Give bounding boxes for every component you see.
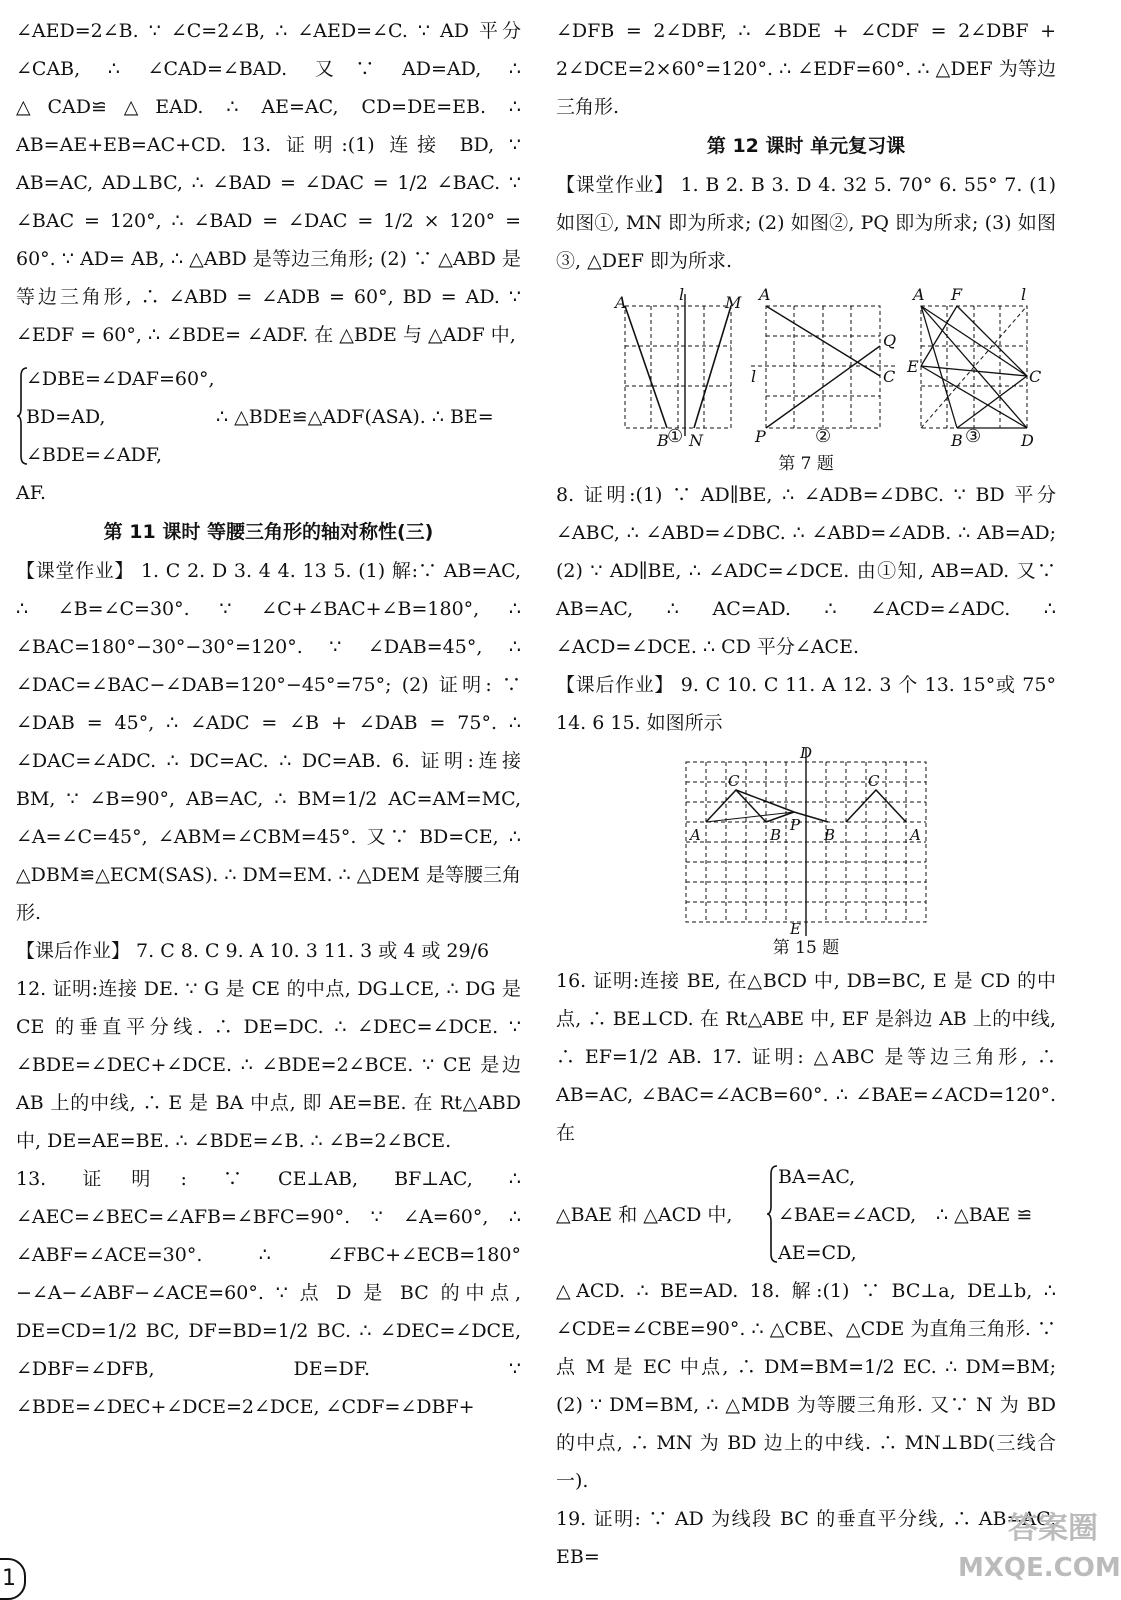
left-brace-tail: ∴ △BDE≌△ADF(ASA). ∴ BE= <box>216 406 494 428</box>
left-brace-line-3: ∠BDE=∠ADF, <box>26 444 163 466</box>
right-text-6: △ACD. ∴ BE=AD. 18. 解:(1) ∵ BC⊥a, DE⊥b, ∴ ∠CDE=∠CBE=90°. ∴ △CBE、△CDE 为直角三角形. ∵ 点 M 是 EC 中点, ∴ DM=BM=1/2 EC. ∴ DM=BM; (2) ∵ DM=BM, ∴ △MDB 为等腰三角形. 又∵ N 为 BD 的中点, ∴ MN 为 BD 边上的中线. ∴ MN⊥BD(三线合一). <box>556 1280 1056 1492</box>
f15-label-7: B <box>824 826 836 844</box>
watermark-top: 答案圈 <box>1008 1511 1098 1546</box>
f3-label-7: D <box>1021 431 1034 450</box>
f15-label-3: C <box>868 772 880 790</box>
right-column <box>556 12 1056 1576</box>
watermark <box>958 1508 1121 1592</box>
right-text-2: 【课堂作业】 1. B 2. B 3. D 4. 32 5. 70° 6. 55° 7. (1) 如图①, MN 即为所求; (2) 如图②, PQ 即为所求; (3) 如图③, △DEF 即为所求. <box>556 174 1056 272</box>
left-brace-line-2: BD=AD, <box>26 406 106 428</box>
figure-7-3 <box>921 306 1027 428</box>
lesson-11-heading: 第 11 课时 等腰三角形的轴对称性(三) <box>103 521 434 543</box>
f3-label-4: E <box>907 357 919 376</box>
f15-label-9: E <box>790 920 801 938</box>
f1-label-3: M <box>725 293 742 312</box>
left-text-3: 【课堂作业】 1. C 2. D 3. 4 4. 13 5. (1) 解:∵ AB=AC, ∴ ∠B=∠C=30°. ∵ ∠C+∠BAC+∠B=180°, ∴ ∠BAC=180°−30°−30°=120°. ∵ ∠DAB=45°, ∴ ∠DAC=∠BAC−∠DAB=120°−45°=75°; (2) 证明: ∵ ∠DAB = 45°, ∴ ∠ADC = ∠B + ∠DAB = 75°. ∴ ∠DAC=∠ADC. ∴ DC=AC. ∴ DC=AB. 6. 证明:连接 BM, ∵ ∠B=90°, AB=AC, ∴ BM=1/2 AC=AM=MC, ∠A=∠C=45°, ∠ABM=∠CBM=45°. 又∵ BD=CE, ∴ △DBM≌△ECM(SAS). ∴ DM=EM. ∴ △DEM 是等腰三角形. <box>16 560 521 924</box>
right-text-4: 【课后作业】 9. C 10. C 11. A 12. 3 个 13. 15°或 75° 14. 6 15. 如图所示 <box>556 674 1056 734</box>
f3-label-1: A <box>913 285 925 304</box>
left-column <box>16 12 521 1426</box>
page-number: 1 <box>0 1558 26 1600</box>
left-brace-line-1: ∠DBE=∠DAF=60°, <box>26 368 215 390</box>
right-text-1: ∠DFB = 2∠DBF, ∴ ∠BDE + ∠CDF = 2∠DBF + 2∠DCE=2×60°=120°. ∴ ∠EDF=60°. ∴ △DEF 为等边三角形. <box>556 20 1056 118</box>
f15-label-1: D <box>800 744 813 762</box>
f3-label-2: F <box>951 285 963 304</box>
lesson-12-heading: 第 12 课时 单元复习课 <box>706 135 906 157</box>
figure-7-1 <box>625 294 731 436</box>
watermark-bottom: MXQE.COM <box>958 1553 1121 1583</box>
right-text-3: 8. 证明:(1) ∵ AD∥BE, ∴ ∠ADB=∠DBC. ∵ BD 平分 ∠ABC, ∴ ∠ABD=∠DBC. ∴ ∠ABD=∠ADB. ∴ AB=AD; (2) ∵ AD∥BE, ∴ ∠ADC=∠DCE. 由①知, AB=AD. 又∵ AB=AC, ∴ AC=AD. ∴ ∠ACD=∠ADC. ∴ ∠ACD=∠DCE. ∴ CD 平分∠ACE. <box>556 484 1056 658</box>
f3-label-6: B <box>951 431 963 450</box>
figure-15-caption: 第 15 题 <box>772 938 840 958</box>
right-text-5: 16. 证明:连接 BE, 在△BCD 中, DB=BC, E 是 CD 的中点, ∴ BE⊥CD. 在 Rt△ABE 中, EF 是斜边 AB 上的中线, ∴ EF=1/2 AB. 17. 证明: △ABC 是等边三角形, ∴ AB=AC, ∠BAC=∠ACB=60°. ∴ ∠BAE=∠ACD=120°. 在 <box>556 970 1056 1144</box>
right-brace-icon <box>766 1164 778 1264</box>
left-text-4: 【课后作业】 7. C 8. C 9. A 10. 3 11. 3 或 4 或 29/6 <box>16 940 490 962</box>
right-brace-line-1: BA=AC, <box>778 1166 856 1188</box>
f2-label-3: l <box>751 367 757 386</box>
figure-7 <box>581 285 1042 476</box>
f2-label-5: P <box>755 427 766 446</box>
figure-7-sublabel-2: ② <box>815 426 832 447</box>
left-text-1: ∠AED=2∠B. ∵ ∠C=2∠B, ∴ ∠AED=∠C. ∵ AD 平分 ∠CAB, ∴ ∠CAD=∠BAD. 又∵ AD=AD, ∴ △CAD≌△EAD. ∴ AE=AC, CD=DE=EB. ∴ AB=AE+EB=AC+CD. 13. 证明:(1) 连接 BD, ∵ AB=AC, AD⊥BC, ∴ ∠BAD = ∠DAC = 1/2 ∠BAC. ∵ ∠BAC = 120°, ∴ ∠BAD = ∠DAC = 1/2 × 120° = 60°. ∵ AD= AB, ∴ △ABD 是等边三角形; (2) ∵ △ABD 是等边三角形, ∴ ∠ABD = ∠ADB = 60°, BD = AD. ∵ ∠EDF = 60°, ∴ ∠BDE= ∠ADF. 在 △BDE 与 △ADF 中, <box>16 20 521 346</box>
f15-label-5: A <box>690 826 701 844</box>
right-brace-lead: △BAE 和 △ACD 中, <box>556 1204 733 1226</box>
f2-label-4: C <box>883 367 896 386</box>
right-brace-tail: ∴ △BAE ≌ <box>936 1204 1033 1226</box>
figure-7-sublabel-3: ③ <box>965 426 982 447</box>
right-brace-system <box>556 1158 1056 1272</box>
left-brace-system <box>16 360 521 474</box>
figure-15-diagram <box>676 744 936 938</box>
f1-label-1: A <box>615 293 627 312</box>
figure-7-sublabels <box>581 426 1031 452</box>
right-brace-line-3: AE=CD, <box>778 1242 857 1264</box>
left-text-2: AF. <box>16 482 46 504</box>
figure-15 <box>676 744 936 962</box>
right-text-7: 19. 证明: ∵ AD 为线段 BC 的垂直平分线, ∴ AB=AC, EB= <box>556 1508 1056 1568</box>
left-text-6: 13. 证明: ∵ CE⊥AB, BF⊥AC, ∴ ∠AEC=∠BEC=∠AFB=∠BFC=90°. ∵ ∠A=60°, ∴ ∠ABF=∠ACE=30°. ∴ ∠FBC+∠ECB=180°−∠A−∠ABF−∠ACE=60°. ∵ 点 D 是 BC 的中点, DE=CD=1/2 BC, DF=BD=1/2 BC. ∴ ∠DEC=∠DCE, ∠DBF=∠DFB, DE=DF. ∵ ∠BDE=∠DEC+∠DCE=2∠DCE, ∠CDF=∠DBF+ <box>16 1168 521 1418</box>
f1-label-2: l <box>679 285 685 304</box>
f15-label-6: B <box>770 826 782 844</box>
left-text-5: 12. 证明:连接 DE. ∵ G 是 CE 的中点, DG⊥CE, ∴ DG 是 CE 的垂直平分线. ∴ DE=DC. ∴ ∠DEC=∠DCE. ∵ ∠BDE=∠DEC+∠DCE. ∴ ∠BDE=2∠BCE. ∵ CE 是边 AB 上的中线, ∴ E 是 BA 中点, 即 AE=BE. 在 Rt△ABD 中, DE=AE=BE. ∴ ∠BDE=∠B. ∴ ∠B=2∠BCE. <box>16 978 521 1152</box>
f15-label-8: A <box>910 826 921 844</box>
figure-7-sublabel-1: ① <box>667 426 684 447</box>
f3-label-5: C <box>1029 367 1042 386</box>
figure-7-2 <box>751 306 896 428</box>
figure-7-caption: 第 7 题 <box>778 454 834 474</box>
f2-label-1: A <box>759 285 771 304</box>
f15-label-4: P <box>790 816 801 834</box>
f15-label-2: C <box>728 772 740 790</box>
f1-label-5: N <box>689 431 703 450</box>
f3-label-3: l <box>1021 285 1027 304</box>
f1-label-4: B <box>657 431 669 450</box>
right-brace-line-2: ∠BAE=∠ACD, <box>778 1204 917 1226</box>
f2-label-2: Q <box>883 331 897 350</box>
